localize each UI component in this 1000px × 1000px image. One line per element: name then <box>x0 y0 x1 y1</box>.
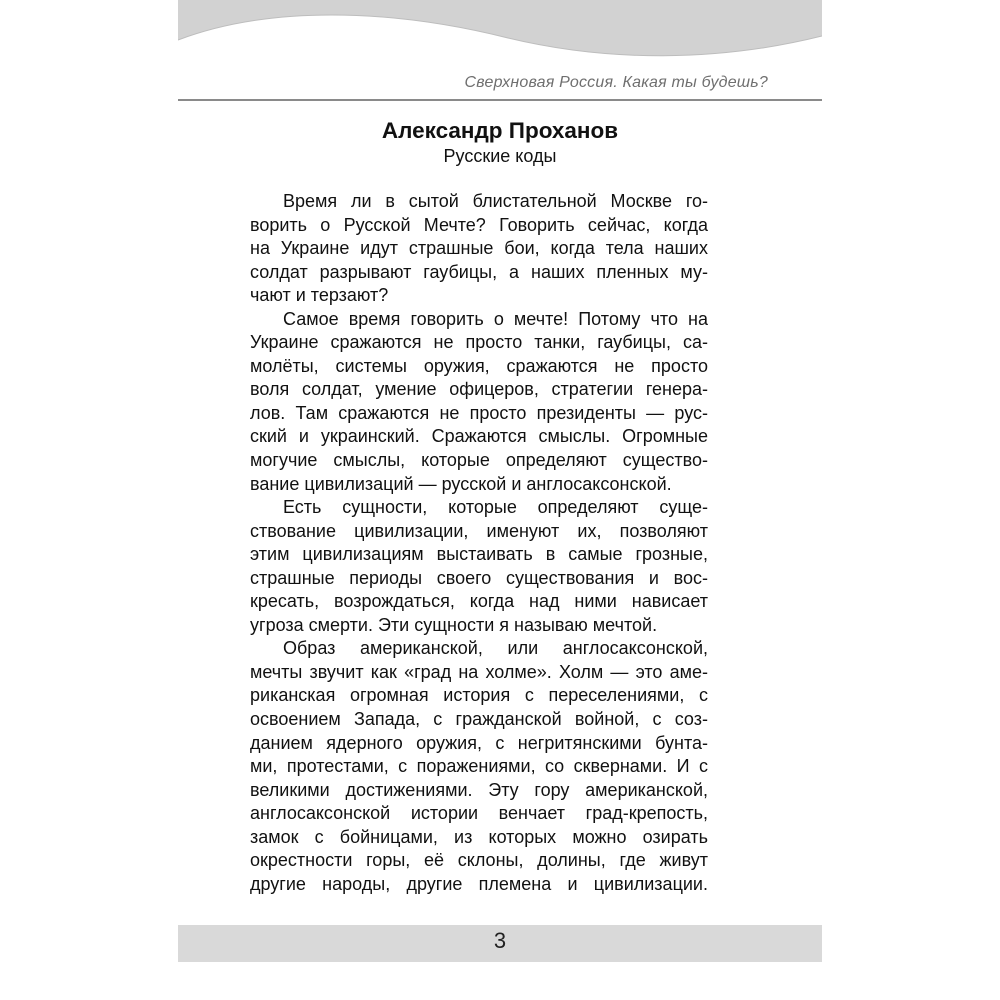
text-line: окрестности горы, её склоны, долины, где живут <box>250 850 708 871</box>
text-line: англосаксонской истории венчает град-крепость, <box>250 803 708 824</box>
article-title: Русские коды <box>443 146 557 166</box>
text-line: Есть сущности, которые определяют суще- <box>283 497 708 518</box>
text-line: великими достижениями. Эту гору американской, <box>250 779 708 800</box>
text-line: риканская огромная история с переселениями, с <box>250 685 708 706</box>
text-line: Образ американской, или англосаксонской, <box>283 638 708 659</box>
text-line: кресать, возрождаться, когда над ними нависает <box>250 591 708 612</box>
text-line: чают и терзают? <box>250 285 389 306</box>
text-line: на Украине идут страшные бои, когда тела наших <box>250 238 708 259</box>
article-body <box>250 190 708 896</box>
text-line: угроза смерти. Эти сущности я называю мечтой. <box>250 614 658 635</box>
text-line: ворить о Русской Мечте? Говорить сейчас, когда <box>250 214 708 235</box>
text-line: другие народы, другие племена и цивилизации. <box>250 873 708 894</box>
text-line: вание цивилизаций — русской и англосаксонской. <box>250 473 672 494</box>
text-line: освоением Запада, с гражданской войной, с соз- <box>250 709 708 730</box>
text-line: Время ли в сытой блистательной Москве го- <box>283 191 708 211</box>
text-line: воля солдат, умение офицеров, стратегии генера- <box>250 379 708 400</box>
article-author: Александр Проханов <box>381 118 619 143</box>
text-line: этим цивилизациям выстаивать в самые грозные, <box>250 544 708 565</box>
text-line: данием ядерного оружия, с негритянскими бунта- <box>250 732 708 753</box>
page-number: 3 <box>493 928 507 953</box>
text-line: Украине сражаются не просто танки, гаубицы, са- <box>250 332 708 353</box>
text-line: солдат разрывают гаубицы, а наших пленных му- <box>250 261 708 282</box>
text-line: замок с бойницами, из которых можно озирать <box>250 826 708 847</box>
text-line: Самое время говорить о мечте! Потому что на <box>283 308 708 329</box>
header-divider <box>178 99 822 101</box>
text-line: молёты, системы оружия, сражаются не просто <box>250 355 708 376</box>
text-line: ский и украинский. Сражаются смыслы. Огромные <box>250 426 708 447</box>
text-line: ствование цивилизации, именуют их, позволяют <box>250 520 708 541</box>
running-header-title: Сверхновая Россия. Какая ты будешь? <box>464 74 768 91</box>
text-line: лов. Там сражаются не просто президенты — рус- <box>250 402 708 423</box>
text-line: страшные периоды своего существования и вос- <box>250 567 708 588</box>
text-line: могучие смыслы, которые определяют существо- <box>250 450 708 471</box>
text-line: мечты звучит как «град на холме». Холм — это аме- <box>250 661 708 682</box>
text-line: ми, протестами, с поражениями, со сквернами. И с <box>250 756 708 777</box>
